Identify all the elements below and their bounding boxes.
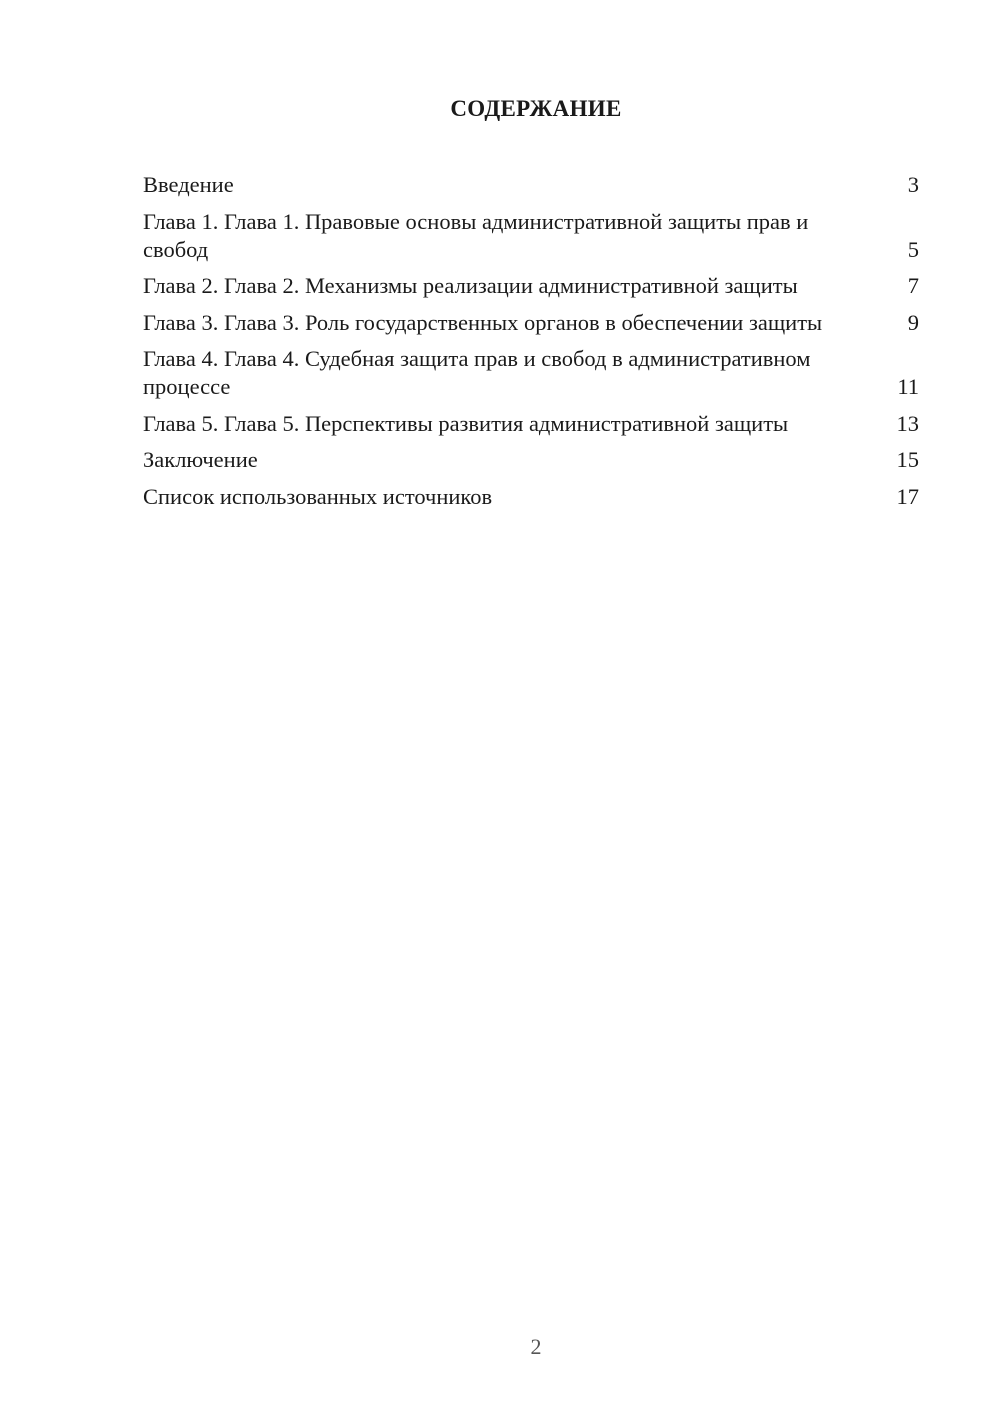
toc-entry-page: 3	[907, 172, 919, 197]
toc-entry-page: 9	[907, 309, 919, 335]
toc-entry-label: Заключение	[143, 447, 258, 472]
toc-entry-label: Глава 5. Глава 5. Перспективы развития административной защиты	[143, 410, 789, 436]
toc-entry-label: Глава 4. Глава 4. Судебная защита прав и свобод в административном процессе	[143, 346, 811, 399]
toc-entry-page: 7	[907, 273, 919, 298]
toc-entry-label: Введение	[143, 172, 234, 197]
toc-entry-references	[143, 483, 919, 511]
toc-title: СОДЕРЖАНИЕ	[450, 96, 622, 121]
toc-entry-page: 15	[896, 447, 919, 472]
page-number: 2	[530, 1334, 542, 1359]
toc-entry-introduction	[143, 171, 919, 199]
toc-entry-page: 13	[896, 410, 919, 436]
toc-entry-label: Глава 3. Глава 3. Роль государственных органов в обеспечении защиты	[143, 309, 823, 335]
toc-entry-chapter-5	[143, 410, 919, 438]
toc-entry-label: Глава 2. Глава 2. Механизмы реализации административной защиты	[143, 273, 798, 298]
toc-entry-page: 17	[896, 483, 919, 509]
table-of-contents	[143, 171, 919, 519]
toc-entry-chapter-1	[143, 208, 919, 264]
toc-entry-label: Список использованных источников	[143, 483, 493, 509]
toc-entry-label: Глава 1. Глава 1. Правовые основы административной защиты прав и свобод	[143, 208, 809, 262]
toc-entry-chapter-3	[143, 309, 919, 337]
toc-entry-chapter-2	[143, 272, 919, 300]
toc-entry-page: 11	[897, 374, 919, 399]
toc-entry-chapter-4	[143, 345, 919, 401]
toc-entry-conclusion	[143, 446, 919, 474]
toc-entry-page: 5	[907, 236, 919, 262]
